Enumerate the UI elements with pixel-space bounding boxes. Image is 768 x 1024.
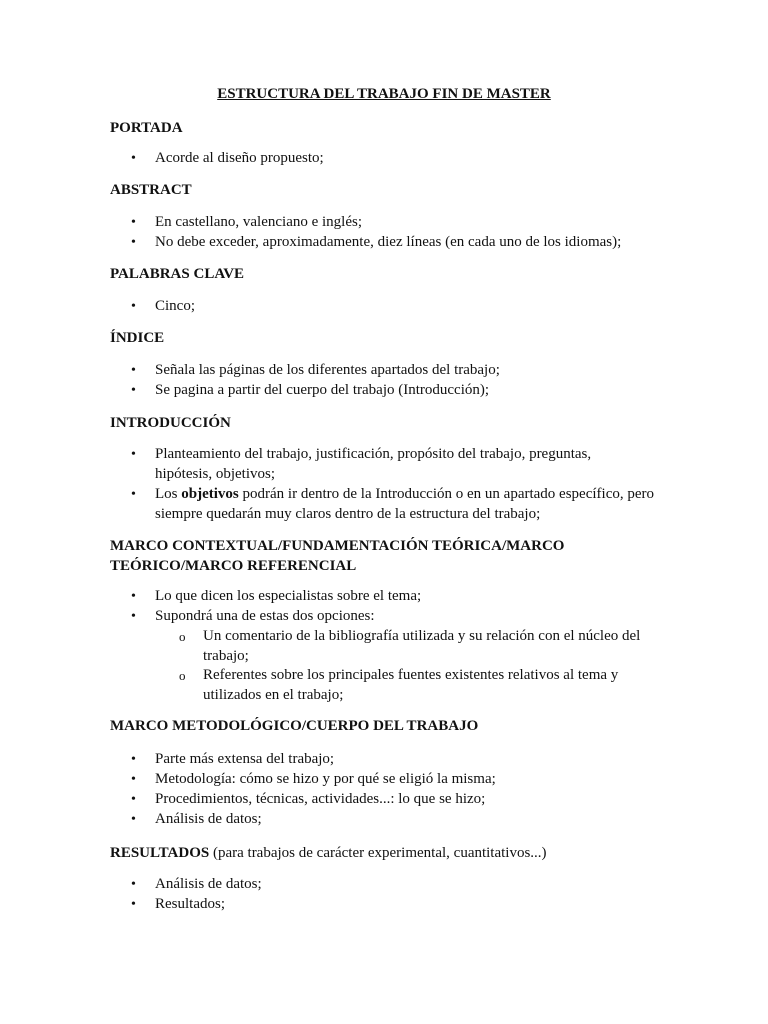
list-item: • Análisis de datos; [155, 810, 655, 830]
list-item-objetivos [155, 485, 655, 524]
list-item: • Cinco; [155, 297, 655, 317]
list-item: • Acorde al diseño propuesto; [155, 149, 655, 169]
list-item: • Resultados; [155, 895, 655, 915]
section-heading-resultados-label: RESULTADOS [110, 845, 210, 861]
emphasis-objetivos: objetivos [181, 486, 239, 502]
list-item: • Análisis de datos; [155, 875, 655, 895]
list-item: • Se pagina a partir del cuerpo del trabajo (Introducción); [155, 381, 655, 401]
document-title: ESTRUCTURA DEL TRABAJO FIN DE MASTER [217, 86, 551, 102]
list-item-text: Los [155, 486, 182, 502]
section-heading-marco-metodologico: MARCO METODOLÓGICO/CUERPO DEL TRABAJO [110, 718, 479, 734]
list-item: • Señala las páginas de los diferentes apartados del trabajo; [155, 361, 655, 381]
sub-list-item-text: Un comentario de la bibliografía utilizada y su relación con el núcleo del trabajo; [203, 628, 641, 664]
list-item: • En castellano, valenciano e inglés; [155, 213, 655, 233]
circle-bullet-icon: o [179, 668, 186, 683]
sub-list-item [179, 666, 663, 705]
section-heading-indice: ÍNDICE [110, 330, 165, 346]
list-item: • Planteamiento del trabajo, justificación, propósito del trabajo, preguntas, hipótesis, objetivos; [155, 445, 635, 484]
section-heading-resultados [110, 843, 710, 863]
section-heading-marco-contextual: MARCO CONTEXTUAL/FUNDAMENTACIÓN TEÓRICA/MARCO TEÓRICO/MARCO REFERENCIAL [110, 538, 565, 574]
list-item-text: podrán ir dentro de la Introducción o en un apartado específico, pero siempre quedarán muy claros dentro de la estructura del trabajo; [155, 486, 655, 522]
list-item: • Metodología: cómo se hizo y por qué se eligió la misma; [155, 770, 655, 790]
list-item: • No debe exceder, aproximadamente, diez líneas (en cada uno de los idiomas); [155, 233, 655, 253]
list-item: • Supondrá una de estas dos opciones: [155, 607, 655, 627]
section-heading-palabras-clave: PALABRAS CLAVE [110, 266, 245, 282]
list-item: • Procedimientos, técnicas, actividades...: lo que se hizo; [155, 790, 655, 810]
section-heading-abstract: ABSTRACT [110, 182, 192, 198]
section-heading-introduccion: INTRODUCCIÓN [110, 415, 231, 431]
sub-list-item-text: Referentes sobre los principales fuentes existentes relativos al tema y utilizados en el trabajo; [203, 667, 619, 703]
circle-bullet-icon: o [179, 629, 186, 644]
list-item: • Parte más extensa del trabajo; [155, 750, 655, 770]
section-heading-resultados-note: (para trabajos de carácter experimental, cuantitativos...) [209, 845, 547, 861]
list-item: • Lo que dicen los especialistas sobre el tema; [155, 587, 655, 607]
section-heading-portada: PORTADA [110, 120, 183, 136]
sub-list-item [179, 627, 663, 666]
